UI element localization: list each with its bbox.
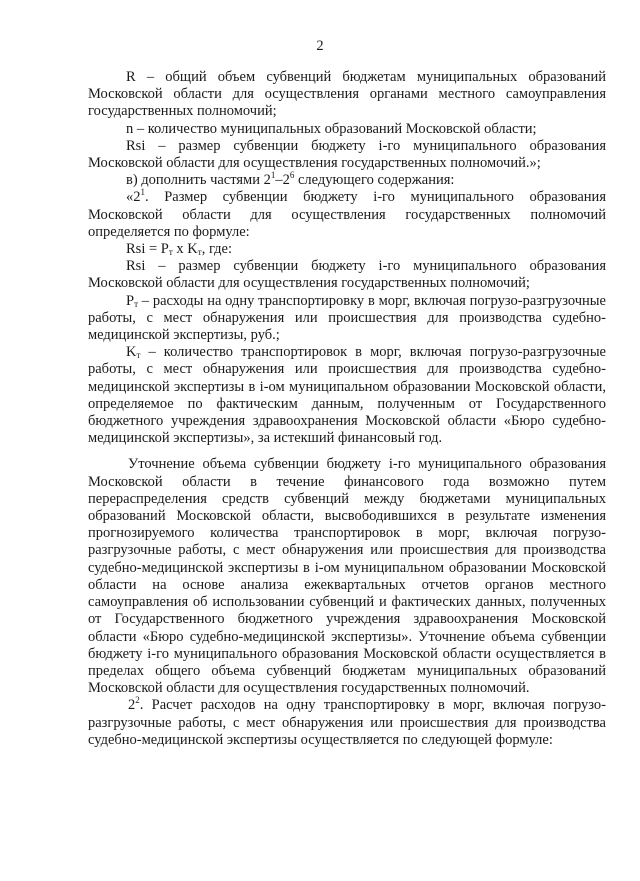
document-body [88,69,606,749]
paragraph-rsi-definition-2: Rsi – размер субвенции бюджету i-го муниципального образования Московской области для осуществления государственных полномочий; [88,258,606,292]
paragraph-n-definition: n – количество муниципальных образований Московской области; [126,120,537,137]
paragraph-subvention-adjustment: Уточнение объема субвенции бюджету i-го муниципального образования Московской области в течение финансового года возможно путем перераспределения средств субвенций между бюджетами муниципальных образований Московской области, высвободившихся в результате изменения прогнозируемого количества транспортировок в морг, включая погрузо-разгрузочные работы, с мест обнаружения или происшествия для производства судебно-медицинской экспертизы в i-ом муниципальном образовании Московской области на основе анализа ежеквартальных отчетов органов местного самоуправления об использовании субвенций и фактических данных, полученных от Государственного бюджетного учреждения здравоохранения Московской области «Бюро судебно-медицинской экспертизы». Уточнение объема субвенции бюджету i-го муниципального образования Московской области осуществляется в пределах общего объема субвенций бюджетам муниципальных образований Московской области для осуществления государственных полномочий. [88,456,606,697]
paragraph-amendment-c: в) дополнить частями $2^1-2^6$ следующего содержания: [126,170,455,189]
page-number: 2 [316,38,324,54]
paragraph-pt-definition: $P_т$ – расходы на одну транспортировку в морг, включая погрузо-разгрузочные работы, с мест обнаружения или происшествия для производства судебно-медицинской экспертизы, руб.; [88,292,606,344]
paragraph-kt-definition: $K_т$ – количество транспортировок в морг, включая погрузо-разгрузочные работы, с мест обнаружения или происшествия для производства судебно-медицинской экспертизы в i-ом муниципальном образовании Московской области, определяемое по фактическим данным, полученным от Государственного бюджетного учреждения здравоохранения Московской области «Бюро судебно-медицинской экспертизы», за истекший финансовый год. [88,344,606,447]
paragraph-r-definition: R – общий объем субвенций бюджетам муниципальных образований Московской области для осуществления органами местного самоуправления государственных полномочий; [88,69,606,120]
formula-rsi: Rsi = $P_т$ x $K_т$, где: [126,241,233,258]
paragraph-rsi-definition: Rsi – размер субвенции бюджету i-го муниципального образования Московской области для осуществления государственных полномочий.»; [88,137,606,172]
paragraph-part-2-2: $2^2$. Расчет расходов на одну транспортировку в морг, включая погрузо-разгрузочные работы, с мест обнаружения или происшествия для производства судебно-медицинской экспертизы осуществляется по следующей формуле: [88,695,606,748]
paragraph-part-2-1: «$2^1$. Размер субвенции бюджету i-го муниципального образования Московской области для осуществления государственных полномочий определяется по формуле: [88,187,606,240]
